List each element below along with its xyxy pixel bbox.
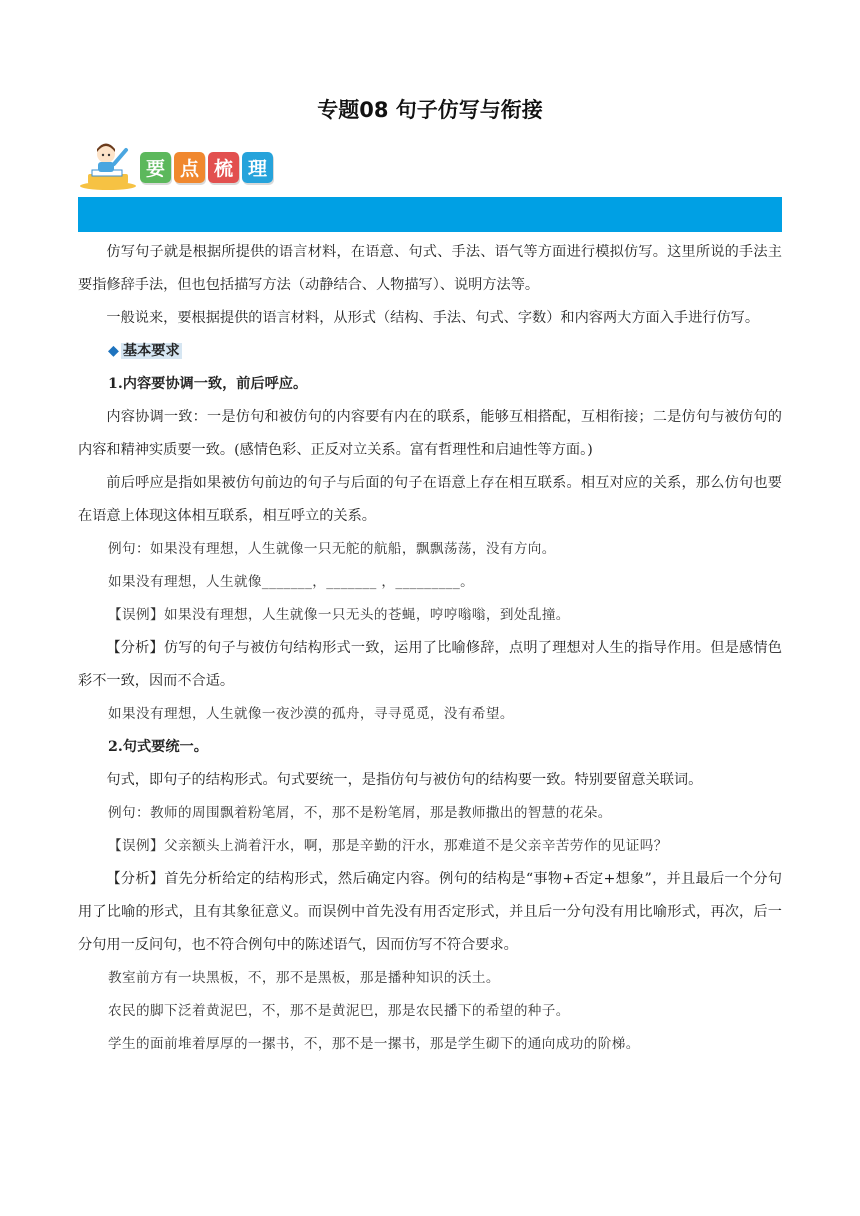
banner-char-dian: 点 (174, 152, 205, 183)
wrong-text: 父亲额头上淌着汗水，啊，那是辛勤的汗水，那难道不是父亲辛苦劳作的见证吗？ (163, 838, 668, 854)
example-blank-1: 如果没有理想，人生就像_______，_______ ，_________。 (108, 574, 475, 590)
requirement-2-paragraph-1: 句式，即句子的结构形式。句式要统一，是指仿句与被仿句的结构要一致。特别要留意关联词。 (106, 772, 703, 788)
wrong-example-1 (78, 599, 782, 632)
example-sentence-2: 例句：教师的周围飘着粉笔屑，不，那不是粉笔屑，那是教师撒出的智慧的花朵。 (108, 805, 612, 821)
answer-2b: 农民的脚下泛着黄泥巴，不，那不是黄泥巴，那是农民播下的希望的种子。 (108, 1003, 570, 1019)
analysis-1 (78, 632, 782, 698)
banner-char-yao: 要 (140, 152, 171, 183)
requirement-1-heading: 1.内容要协调一致，前后呼应。 (108, 376, 308, 392)
wrong-text: 如果没有理想，人生就像一只无头的苍蝇，哼哼嗡嗡，到处乱撞。 (163, 607, 570, 623)
page-title: 专题08 句子仿写与衔接 (317, 98, 543, 122)
wrong-example-2 (78, 830, 782, 863)
document-body (78, 236, 782, 1061)
section-header-bar (78, 197, 782, 232)
analysis-tag: 【分析】 (106, 640, 164, 656)
section-banner (78, 140, 288, 190)
banner-char-li: 理 (242, 152, 273, 183)
intro-paragraph-2: 一般说来，要根据提供的语言材料，从形式（结构、手法、句式、字数）和内容两大方面入手进行仿写。 (106, 310, 760, 326)
requirement-1-paragraph-1: 内容协调一致：一是仿句和被仿句的内容要有内在的联系，能够互相搭配，互相衔接；二是仿句与被仿句的内容和精神实质要一致。(感情色彩、正反对立关系。富有哲理性和启迪性等方面。) (78, 409, 782, 458)
intro-paragraph-1: 仿写句子就是根据所提供的语言材料，在语意、句式、手法、语气等方面进行模拟仿写。这里所说的手法主要指修辞手法，但也包括描写方法（动静结合、人物描写）、说明方法等。 (78, 244, 782, 293)
student-illustration-icon (78, 140, 140, 190)
analysis-2 (78, 863, 782, 962)
requirement-2-heading: 2.句式要统一。 (108, 739, 208, 755)
analysis-text: 仿写的句子与被仿句结构形式一致，运用了比喻修辞，点明了理想对人生的指导作用。但是感情色彩不一致，因而不合适。 (78, 640, 782, 689)
requirement-1-paragraph-2: 前后呼应是指如果被仿句前边的句子与后面的句子在语意上存在相互联系。相互对应的关系，那么仿句也要在语意上体现这体相互联系，相互呼立的关系。 (78, 475, 782, 524)
analysis-text: 首先分析给定的结构形式，然后确定内容。例句的结构是“事物+否定+想象”，并且最后一个分句用了比喻的形式，且有其象征意义。而误例中首先没有用否定形式，并且后一分句没有用比喻形式，再次，后一分句用一反问句，也不符合例句中的陈述语气，因而仿写不符合要求。 (78, 871, 782, 953)
analysis-tag: 【分析】 (106, 871, 165, 887)
answer-1: 如果没有理想，人生就像一夜沙漠的孤舟，寻寻觅觅，没有希望。 (108, 706, 514, 722)
answer-2c: 学生的面前堆着厚厚的一摞书，不，那不是一摞书，那是学生砌下的通向成功的阶梯。 (108, 1036, 640, 1052)
section-heading (78, 335, 782, 368)
wrong-tag: 【误例】 (108, 607, 164, 623)
banner-char-shu: 梳 (208, 152, 239, 183)
diamond-bullet-icon: ◆ (108, 343, 119, 359)
wrong-tag: 【误例】 (108, 838, 164, 854)
example-sentence-1: 例句：如果没有理想，人生就像一只无舵的航船，飘飘荡荡，没有方向。 (108, 541, 556, 557)
section-heading-text: 基本要求 (122, 343, 180, 359)
answer-2a: 教室前方有一块黑板，不，那不是黑板，那是播种知识的沃土。 (108, 970, 500, 986)
